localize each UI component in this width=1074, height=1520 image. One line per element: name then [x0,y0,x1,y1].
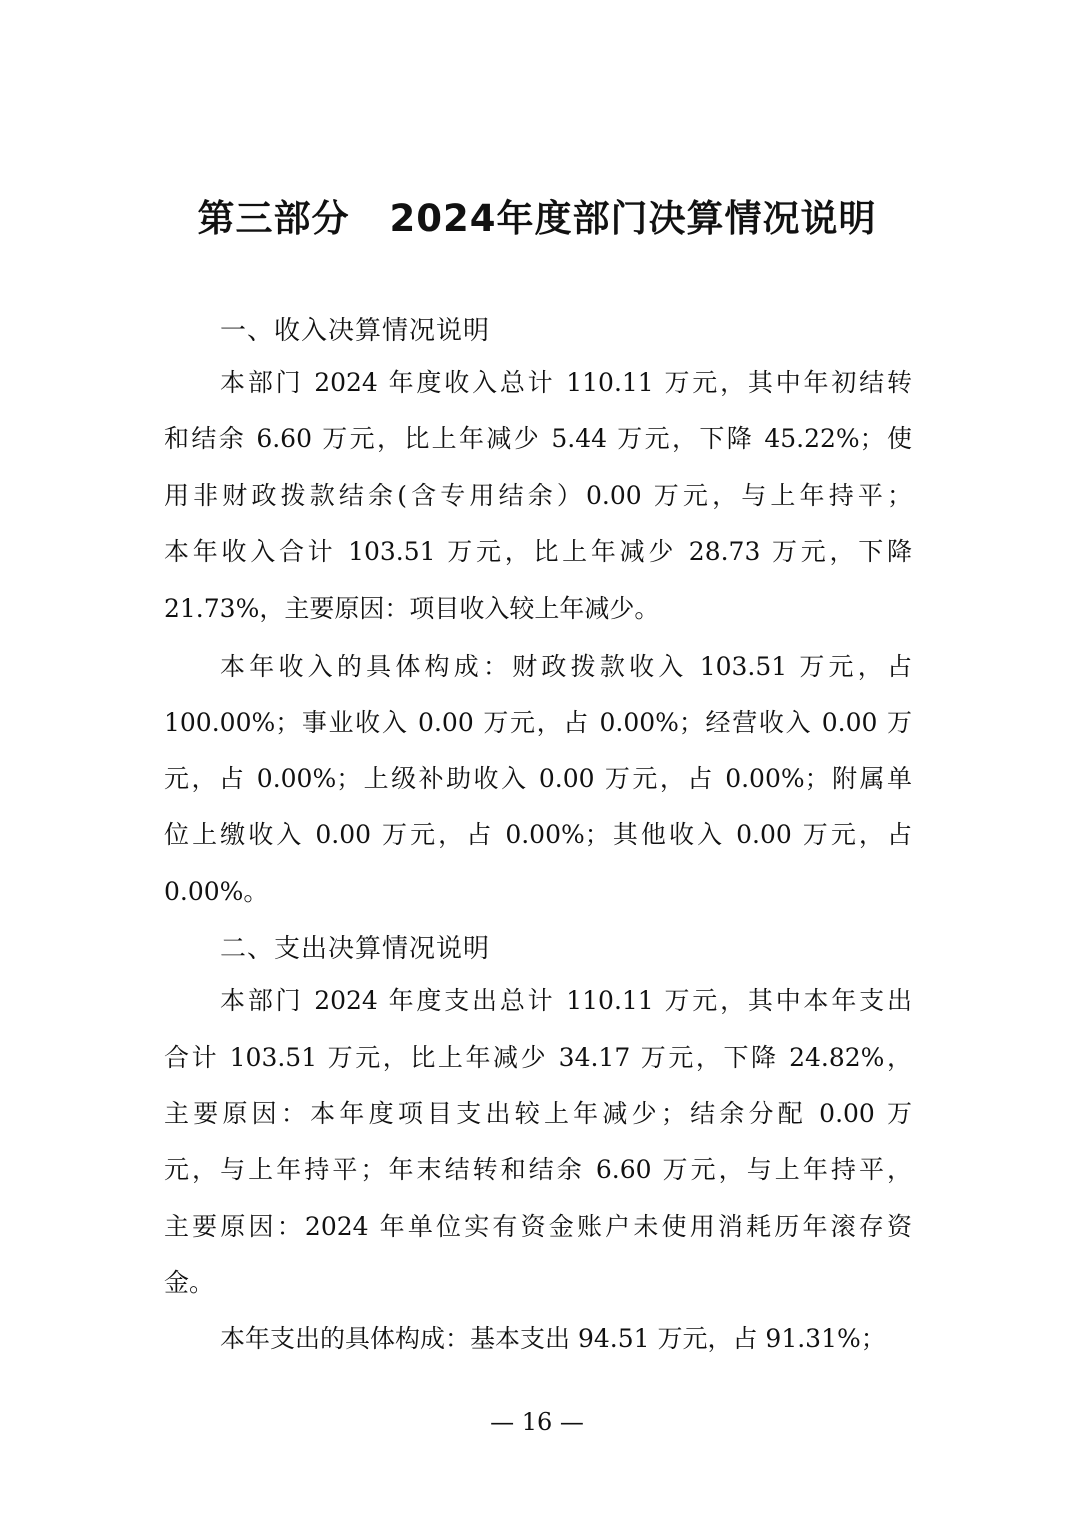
paragraph-line: 21.73%，主要原因：项目收入较上年减少。 [164,594,660,623]
paragraph-line: 元，占 0.00%；上级补助收入 0.00 万元，占 0.00%；附属单 [164,764,912,793]
paragraph-line: 本年收入的具体构成：财政拨款收入 103.51 万元，占 [220,652,912,681]
page-number: — 16 — [490,1408,584,1436]
paragraph-line: 本部门 2024 年度收入总计 110.11 万元，其中年初结转 [220,368,912,397]
paragraph-line: 100.00%；事业收入 0.00 万元，占 0.00%；经营收入 0.00 万 [164,708,912,737]
paragraph-line: 金。 [164,1268,215,1297]
paragraph-line: 本年支出的具体构成：基本支出 94.51 万元，占 91.31%； [220,1324,886,1353]
paragraph-line: 用非财政拨款结余(含专用结余）0.00 万元，与上年持平； [164,481,912,510]
section-heading: 二、支出决算情况说明 [220,934,491,964]
paragraph-line: 合计 103.51 万元，比上年减少 34.17 万元，下降 24.82%， [164,1043,912,1072]
paragraph-line: 和结余 6.60 万元，比上年减少 5.44 万元，下降 45.22%；使 [164,424,912,453]
page-title [0,188,1074,242]
paragraph-line: 主要原因：本年度项目支出较上年减少；结余分配 0.00 万 [164,1099,912,1128]
section-heading: 一、收入决算情况说明 [220,316,491,346]
title-text: 2024年度部门决算情况说明 [389,197,877,240]
paragraph-line: 主要原因：2024 年单位实有资金账户未使用消耗历年滚存资 [164,1212,912,1241]
paragraph-line: 本年收入合计 103.51 万元，比上年减少 28.73 万元，下降 [164,537,912,566]
paragraph-line: 位上缴收入 0.00 万元，占 0.00%；其他收入 0.00 万元，占 [164,820,912,849]
paragraph-line: 0.00%。 [164,877,269,906]
paragraph-line: 本部门 2024 年度支出总计 110.11 万元，其中本年支出 [220,986,912,1015]
title-part: 第三部分 [197,197,350,240]
paragraph-line: 元，与上年持平；年末结转和结余 6.60 万元，与上年持平， [164,1155,912,1184]
